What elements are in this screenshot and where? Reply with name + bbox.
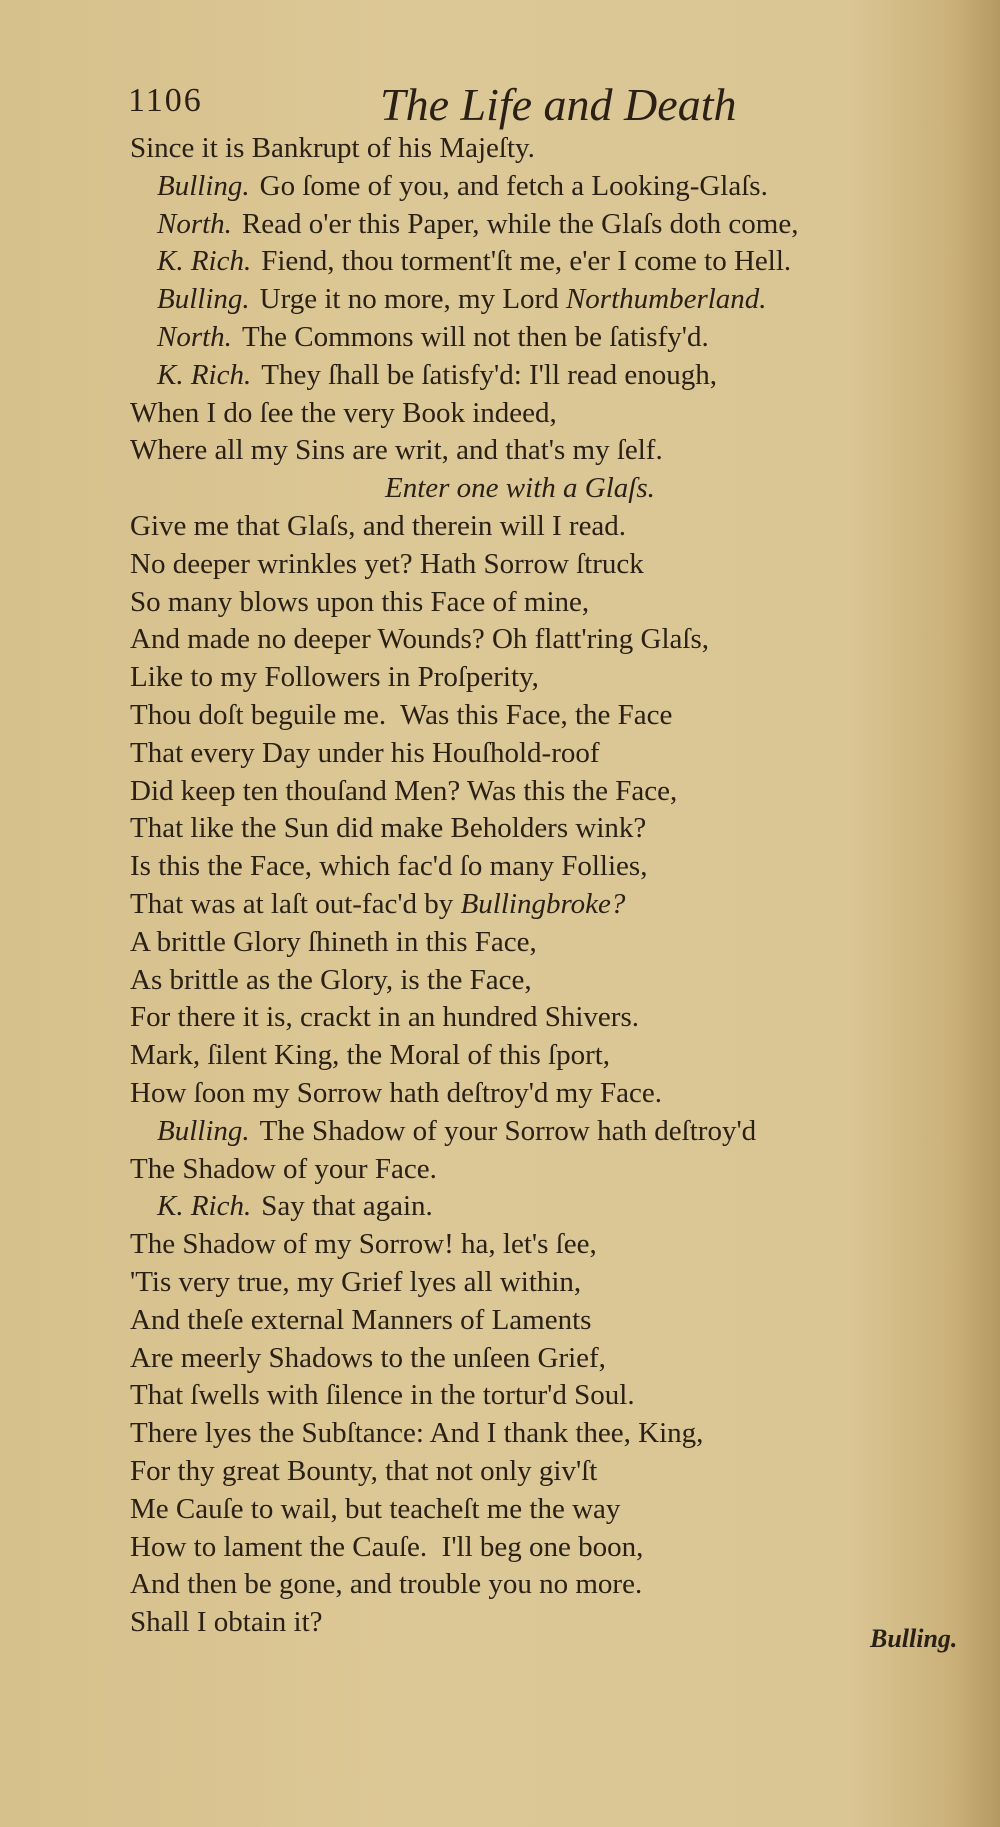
line-text: Read o'er this Paper, while the Glaſs doth come, — [241, 207, 799, 240]
verse-line — [130, 773, 677, 809]
verse-line — [157, 206, 798, 242]
verse-line — [130, 546, 644, 582]
line-text: Urge it no more, my Lord — [259, 283, 566, 316]
verse-line — [130, 1302, 591, 1338]
verse-line — [130, 432, 663, 468]
verse-line — [130, 1604, 323, 1640]
line-text: 'Tis very true, my Grief lyes all within, — [130, 1266, 582, 1298]
verse-line — [157, 1113, 756, 1149]
verse-line — [130, 1264, 581, 1300]
verse-line — [130, 1151, 437, 1187]
verse-line — [130, 584, 589, 620]
speaker-name: North. — [157, 321, 232, 353]
line-text: Go ſome of you, and fetch a Looking-Glaſs. — [259, 169, 768, 202]
line-text: That ſwells with ſilence in the tortur'd Soul. — [130, 1379, 635, 1412]
verse-line — [130, 1037, 610, 1073]
verse-line — [130, 1226, 597, 1262]
verse-line — [130, 130, 535, 166]
line-text: The Shadow of your Sorrow hath deſtroy'd — [259, 1114, 757, 1147]
line-text: Mark, ſilent King, the Moral of this ſport, — [130, 1039, 611, 1072]
italic-name: Bullingbroke? — [460, 888, 626, 920]
line-text: And made no deeper Wounds? Oh flatt'ring Glaſs, — [130, 623, 709, 656]
verse-line — [157, 357, 717, 393]
line-text: For there it is, crackt in an hundred Shivers. — [130, 1001, 639, 1034]
line-text: Give me that Glaſs, and therein will I read. — [130, 510, 627, 542]
verse-line — [130, 848, 647, 884]
verse-line — [130, 395, 557, 431]
verse-line — [157, 243, 791, 279]
page-header — [0, 78, 1000, 128]
line-text: Like to my Followers in Proſperity, — [130, 661, 539, 694]
verse-line — [130, 508, 626, 544]
verse-line — [130, 886, 625, 922]
line-text: So many blows upon this Face of mine, — [130, 585, 590, 618]
verse-line — [157, 168, 768, 204]
verse-line — [130, 1529, 643, 1565]
speaker-name: Bulling. — [157, 283, 250, 316]
line-text: How ſoon my Sorrow hath deſtroy'd my Face. — [130, 1077, 662, 1109]
line-text: Shall I obtain it? — [130, 1606, 323, 1639]
verse-line — [130, 1566, 642, 1602]
verse-line — [130, 962, 532, 998]
verse-line — [130, 1075, 662, 1111]
line-text: For thy great Bounty, that not only giv'ſt — [130, 1455, 598, 1487]
verse-line — [130, 621, 709, 657]
verse-line — [130, 810, 646, 846]
line-text: A brittle Glory ſhineth in this Face, — [130, 925, 537, 958]
line-text: As brittle as the Glory, is the Face, — [130, 963, 532, 996]
line-text: How to lament the Cauſe. I'll beg one boon, — [130, 1530, 644, 1563]
stage-direction — [385, 470, 655, 506]
line-text: Where all my Sins are writ, and that's my ſelf. — [130, 434, 663, 467]
speaker-name: K. Rich. — [157, 245, 252, 278]
speaker-name: North. — [157, 207, 232, 240]
line-text: Is this the Face, which fac'd ſo many Follies, — [130, 850, 648, 883]
speaker-name: K. Rich. — [157, 1190, 252, 1223]
line-text: Me Cauſe to wail, but teacheſt me the way — [130, 1492, 621, 1525]
stage-direction-text: Enter one with a Glaſs. — [385, 472, 655, 505]
verse-line — [157, 281, 767, 317]
line-text: That every Day under his Houſhold-roof — [130, 736, 600, 769]
verse-line — [130, 1340, 606, 1376]
line-text: Thou doſt beguile me. Was this Face, the Face — [130, 699, 673, 731]
verse-line — [130, 1377, 635, 1413]
page-number: 1106 — [128, 82, 203, 119]
speaker-name: Bulling. — [157, 169, 250, 202]
verse-line — [130, 697, 672, 733]
verse-line — [130, 1491, 620, 1527]
line-text: And then be gone, and trouble you no more. — [130, 1568, 643, 1601]
verse-line — [130, 999, 639, 1035]
line-text: The Commons will not then be ſatisfy'd. — [241, 321, 709, 353]
verse-line — [130, 1453, 597, 1489]
line-text: They ſhall be ſatisfy'd: I'll read enough, — [261, 358, 718, 391]
catchword: Bulling. — [870, 1624, 958, 1653]
line-text: Fiend, thou torment'ſt me, e'er I come to Hell. — [261, 245, 792, 278]
line-text: Say that again. — [261, 1190, 433, 1223]
italic-name: Northumberland. — [565, 283, 767, 316]
line-text: The Shadow of your Face. — [130, 1152, 437, 1185]
line-text: When I do ſee the very Book indeed, — [130, 396, 557, 429]
speaker-name: Bulling. — [157, 1114, 250, 1147]
verse-line — [157, 1188, 433, 1224]
running-title: The Life and Death — [380, 79, 737, 130]
verse-line — [130, 735, 600, 771]
line-text: And theſe external Manners of Laments — [130, 1303, 592, 1336]
line-text: Since it is Bankrupt of his Majeſty. — [130, 132, 535, 164]
verse-line — [130, 924, 537, 960]
line-text: No deeper wrinkles yet? Hath Sorrow ſtruck — [130, 547, 644, 580]
line-text: Did keep ten thouſand Men? Was this the Face, — [130, 774, 678, 807]
line-text: That was at laſt out-fac'd by — [130, 888, 461, 920]
verse-line — [130, 659, 539, 695]
verse-line — [157, 319, 709, 355]
line-text: The Shadow of my Sorrow! ha, let's ſee, — [130, 1228, 597, 1261]
line-text: That like the Sun did make Beholders wink? — [130, 812, 647, 845]
speaker-name: K. Rich. — [157, 358, 252, 391]
line-text: Are meerly Shadows to the unſeen Grief, — [130, 1341, 606, 1374]
line-text: There lyes the Subſtance: And I thank thee, King, — [130, 1417, 704, 1450]
verse-line — [130, 1415, 703, 1451]
